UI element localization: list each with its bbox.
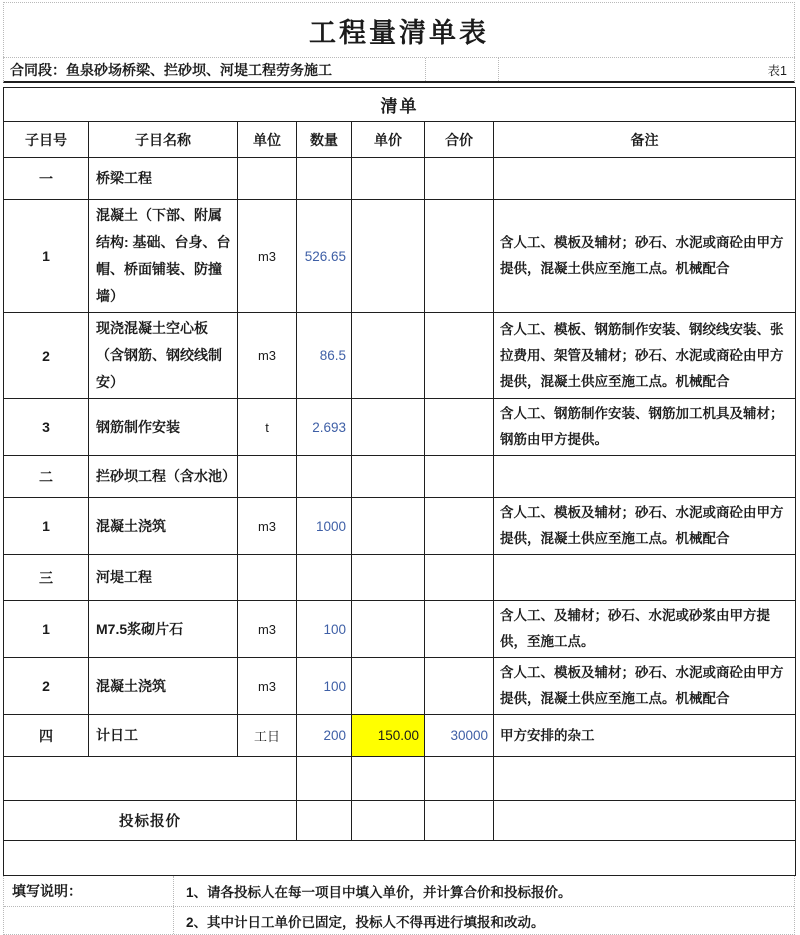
table-row bbox=[4, 456, 796, 498]
cell-remark[interactable]: 含人工、模板、钢筋制作安装、钢绞线安装、张拉费用、架管及辅材；砂石、水泥或商砼由甲方提供，混凝土供应至施工点。机械配合 bbox=[494, 313, 796, 399]
cell-unit[interactable]: t bbox=[238, 399, 297, 456]
bid-qty-cell[interactable] bbox=[297, 801, 352, 841]
blank-remark-cell[interactable] bbox=[494, 757, 796, 801]
table-footer-section bbox=[4, 757, 796, 876]
cell-name[interactable]: 混凝土（下部、附属结构: 基础、台身、台帽、桥面铺装、防撞墙） bbox=[89, 200, 238, 313]
cell-price[interactable] bbox=[352, 456, 425, 498]
contract-spacer-cell bbox=[425, 58, 498, 81]
table-row bbox=[4, 601, 796, 658]
cell-name[interactable]: 混凝土浇筑 bbox=[89, 498, 238, 555]
cell-remark[interactable]: 含人工、钢筋制作安装、钢筋加工机具及辅材；钢筋由甲方提供。 bbox=[494, 399, 796, 456]
title-row bbox=[3, 2, 795, 57]
cell-no[interactable]: 2 bbox=[4, 313, 89, 399]
instructions-label: 填写说明： bbox=[4, 876, 174, 906]
cell-unit[interactable]: 工日 bbox=[238, 715, 297, 757]
blank-row bbox=[4, 757, 796, 801]
worksheet bbox=[3, 2, 795, 935]
cell-remark[interactable] bbox=[494, 158, 796, 200]
bid-price-label-cell[interactable]: 投标报价 bbox=[4, 801, 297, 841]
section-title: 清单 bbox=[4, 88, 796, 122]
cell-no[interactable]: 1 bbox=[4, 200, 89, 313]
cell-qty[interactable] bbox=[297, 158, 352, 200]
cell-name[interactable]: M7.5浆砌片石 bbox=[89, 601, 238, 658]
cell-price[interactable] bbox=[352, 555, 425, 601]
col-header-remark: 备注 bbox=[494, 122, 796, 158]
fill-instructions bbox=[3, 876, 795, 935]
column-header-row bbox=[4, 122, 796, 158]
cell-name[interactable]: 现浇混凝土空心板（含钢筋、钢绞线制安） bbox=[89, 313, 238, 399]
table-row bbox=[4, 498, 796, 555]
instruction-text-2: 2、其中计日工单价已固定，投标人不得再进行填报和改动。 bbox=[186, 914, 545, 930]
table-row bbox=[4, 715, 796, 757]
cell-price[interactable] bbox=[352, 601, 425, 658]
cell-name[interactable]: 河堤工程 bbox=[89, 555, 238, 601]
cell-name[interactable]: 拦砂坝工程（含水池） bbox=[89, 456, 238, 498]
table-row bbox=[4, 399, 796, 456]
cell-unit[interactable]: m3 bbox=[238, 313, 297, 399]
cell-name[interactable]: 钢筋制作安装 bbox=[89, 399, 238, 456]
cell-remark[interactable] bbox=[494, 555, 796, 601]
instructions-label-empty bbox=[4, 907, 174, 934]
cell-no[interactable]: 3 bbox=[4, 399, 89, 456]
col-header-item-name: 子目名称 bbox=[89, 122, 238, 158]
cell-price[interactable] bbox=[352, 313, 425, 399]
cell-total[interactable] bbox=[425, 456, 494, 498]
blank-price-cell[interactable] bbox=[352, 757, 425, 801]
table-body bbox=[4, 158, 796, 757]
col-header-unit-price: 单价 bbox=[352, 122, 425, 158]
spacer-row bbox=[4, 841, 796, 876]
cell-no[interactable]: 一 bbox=[4, 158, 89, 200]
cell-unit[interactable]: m3 bbox=[238, 601, 297, 658]
table-row bbox=[4, 313, 796, 399]
cell-total[interactable] bbox=[425, 399, 494, 456]
cell-total[interactable]: 30000 bbox=[425, 715, 494, 757]
table-row bbox=[4, 555, 796, 601]
cell-total[interactable] bbox=[425, 158, 494, 200]
blank-qty-cell[interactable] bbox=[297, 757, 352, 801]
cell-qty[interactable]: 200 bbox=[297, 715, 352, 757]
bid-total-cell[interactable] bbox=[425, 801, 494, 841]
cell-no[interactable]: 2 bbox=[4, 658, 89, 715]
col-header-total-price: 合价 bbox=[425, 122, 494, 158]
cell-no[interactable]: 1 bbox=[4, 601, 89, 658]
col-header-unit: 单位 bbox=[238, 122, 297, 158]
cell-total[interactable] bbox=[425, 601, 494, 658]
contract-label: 合同段：鱼泉砂场桥梁、拦砂坝、河堤工程劳务施工 bbox=[10, 61, 332, 78]
cell-price[interactable] bbox=[352, 399, 425, 456]
cell-no[interactable]: 二 bbox=[4, 456, 89, 498]
instruction-row bbox=[4, 906, 794, 934]
cell-no[interactable]: 1 bbox=[4, 498, 89, 555]
cell-total[interactable] bbox=[425, 555, 494, 601]
cell-total[interactable] bbox=[425, 498, 494, 555]
cell-total[interactable] bbox=[425, 200, 494, 313]
spacer-cell[interactable] bbox=[4, 841, 796, 876]
cell-remark[interactable]: 含人工、模板及辅材；砂石、水泥或商砼由甲方提供，混凝土供应至施工点。机械配合 bbox=[494, 200, 796, 313]
cell-qty[interactable]: 2.693 bbox=[297, 399, 352, 456]
table-row bbox=[4, 200, 796, 313]
cell-unit[interactable] bbox=[238, 158, 297, 200]
cell-total[interactable] bbox=[425, 658, 494, 715]
cell-unit[interactable] bbox=[238, 456, 297, 498]
cell-unit[interactable]: m3 bbox=[238, 200, 297, 313]
cell-price[interactable] bbox=[352, 200, 425, 313]
cell-name[interactable]: 计日工 bbox=[89, 715, 238, 757]
blank-merged-cell[interactable] bbox=[4, 757, 297, 801]
cell-remark[interactable]: 甲方安排的杂工 bbox=[494, 715, 796, 757]
cell-qty[interactable]: 100 bbox=[297, 601, 352, 658]
section-title-row bbox=[4, 88, 796, 122]
cell-price[interactable] bbox=[352, 158, 425, 200]
cell-no[interactable]: 三 bbox=[4, 555, 89, 601]
cell-price[interactable] bbox=[352, 658, 425, 715]
cell-no[interactable]: 四 bbox=[4, 715, 89, 757]
bid-price-row bbox=[4, 801, 796, 841]
quantity-table bbox=[3, 87, 796, 876]
cell-unit[interactable]: m3 bbox=[238, 658, 297, 715]
cell-name[interactable]: 混凝土浇筑 bbox=[89, 658, 238, 715]
table-head-section bbox=[4, 88, 796, 158]
cell-remark[interactable]: 含人工、模板及辅材；砂石、水泥或商砼由甲方提供，混凝土供应至施工点。机械配合 bbox=[494, 498, 796, 555]
cell-qty[interactable]: 1000 bbox=[297, 498, 352, 555]
cell-total[interactable] bbox=[425, 313, 494, 399]
cell-qty[interactable] bbox=[297, 456, 352, 498]
instruction-row bbox=[4, 876, 794, 906]
cell-price[interactable]: 150.00 bbox=[352, 715, 425, 757]
col-header-item-no: 子目号 bbox=[4, 122, 89, 158]
cell-qty[interactable]: 100 bbox=[297, 658, 352, 715]
cell-qty[interactable]: 526.65 bbox=[297, 200, 352, 313]
page-title: 工程量清单表 bbox=[309, 17, 489, 48]
contract-row bbox=[3, 57, 795, 83]
col-header-quantity: 数量 bbox=[297, 122, 352, 158]
bid-remark-cell[interactable] bbox=[494, 801, 796, 841]
blank-total-cell[interactable] bbox=[425, 757, 494, 801]
cell-unit[interactable] bbox=[238, 555, 297, 601]
bid-price-cell[interactable] bbox=[352, 801, 425, 841]
cell-remark[interactable]: 含人工、及辅材；砂石、水泥或砂浆由甲方提供，至施工点。 bbox=[494, 601, 796, 658]
instruction-text-1: 1、请各投标人在每一项目中填入单价，并计算合价和投标报价。 bbox=[186, 885, 572, 900]
table-row bbox=[4, 158, 796, 200]
cell-price[interactable] bbox=[352, 498, 425, 555]
table-row bbox=[4, 658, 796, 715]
cell-unit[interactable]: m3 bbox=[238, 498, 297, 555]
sheet-number-label: 表1 bbox=[498, 58, 794, 81]
cell-remark[interactable] bbox=[494, 456, 796, 498]
cell-qty[interactable]: 86.5 bbox=[297, 313, 352, 399]
cell-remark[interactable]: 含人工、模板及辅材；砂石、水泥或商砼由甲方提供，混凝土供应至施工点。机械配合 bbox=[494, 658, 796, 715]
cell-qty[interactable] bbox=[297, 555, 352, 601]
cell-name[interactable]: 桥梁工程 bbox=[89, 158, 238, 200]
